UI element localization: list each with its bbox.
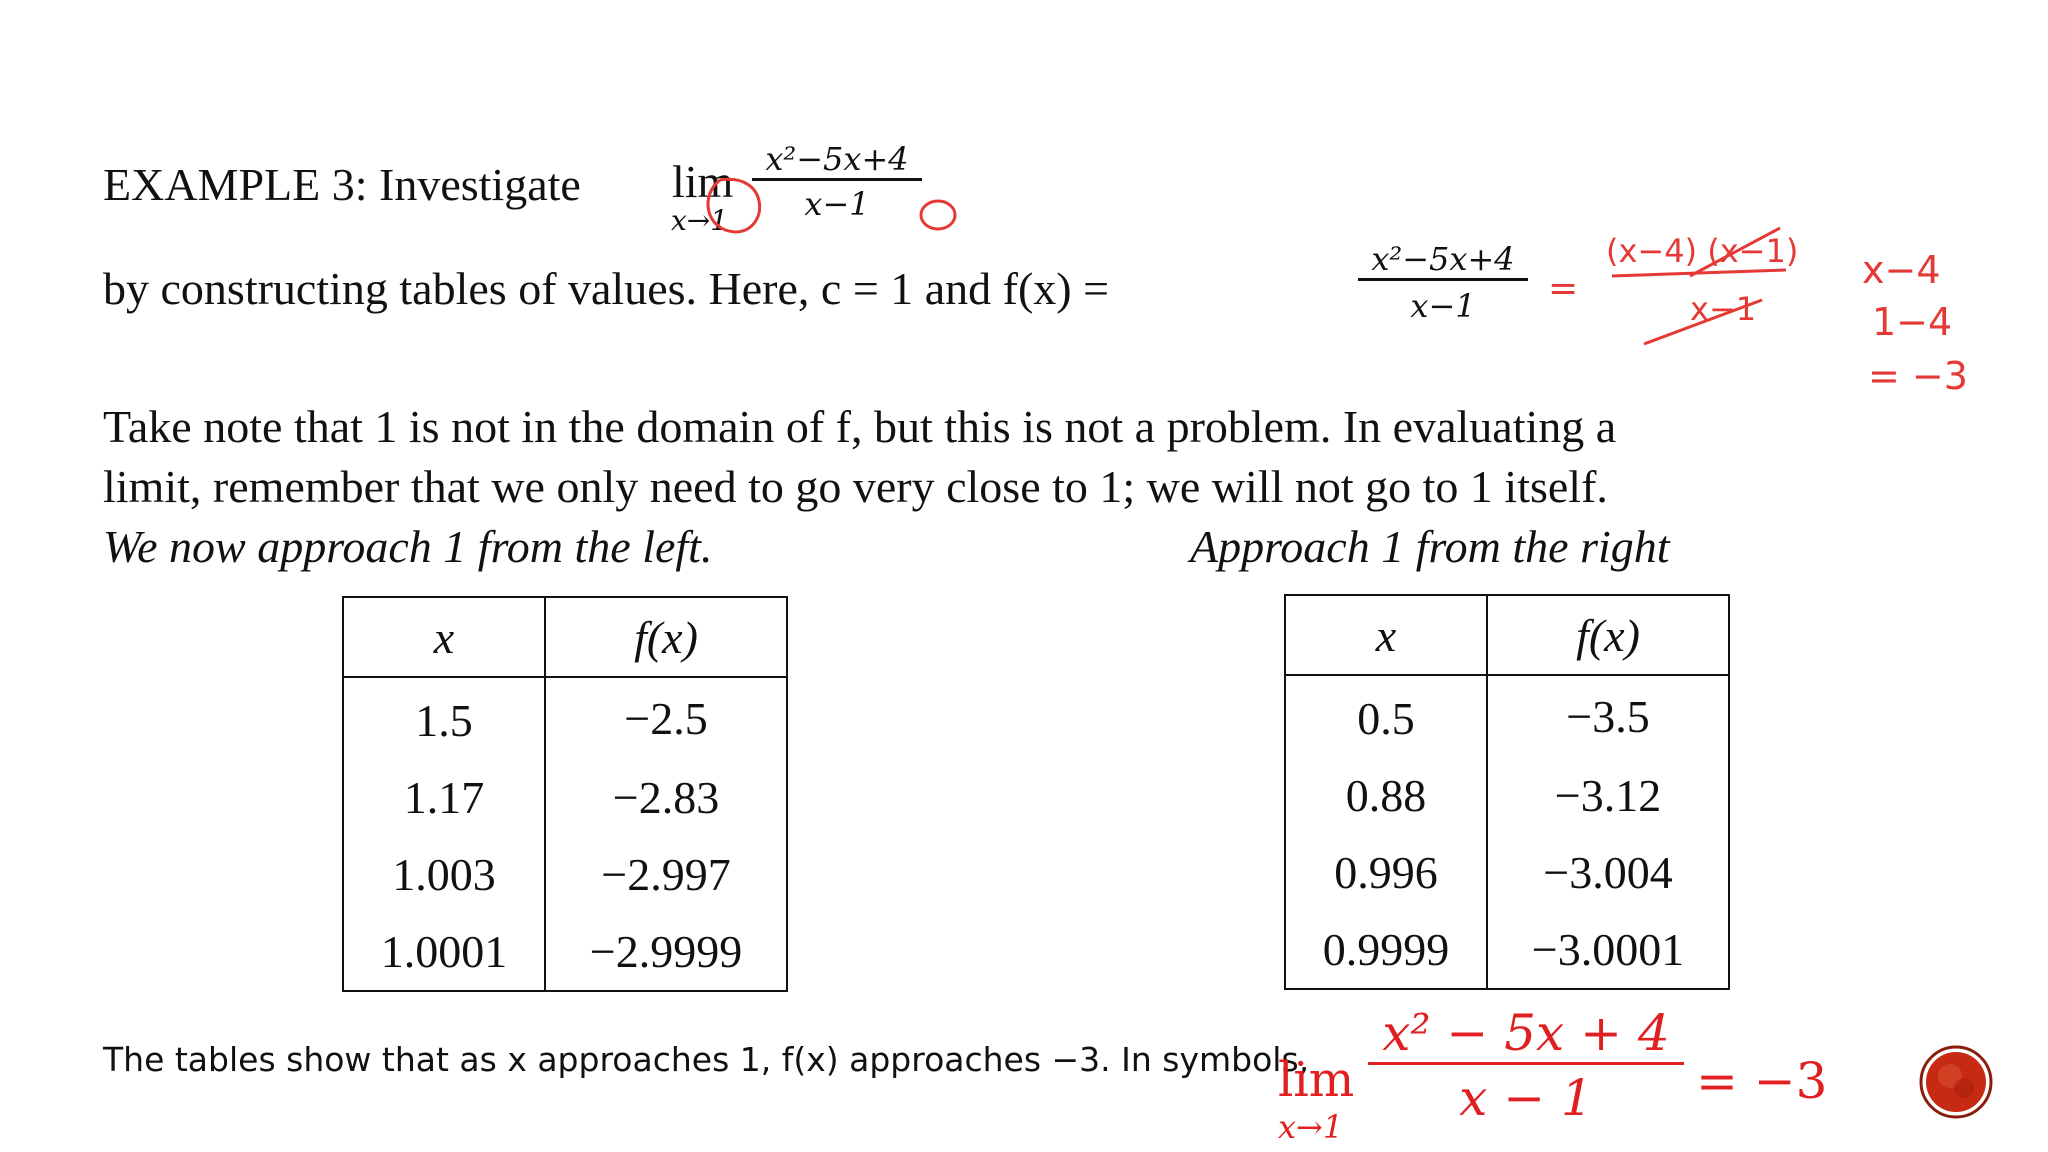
table-header-fx: f(x) [545,597,787,677]
conclusion-text: The tables show that as x approaches 1, f(x) approaches −3. In symbols, [103,1040,1310,1079]
table-row: 0.88 −3.12 [1285,757,1729,834]
heading-lim-sub: x→1 [671,204,729,237]
table-row: 1.0001 −2.9999 [343,913,787,991]
result-fraction: x² − 5x + 4 x − 1 [1368,1004,1684,1127]
table-header-x: x [1285,595,1487,675]
table-row: 1.17 −2.83 [343,759,787,836]
hand-step-1: x−4 [1862,248,1941,292]
hand-small-circle [921,201,955,229]
paragraph-line-2: limit, remember that we only need to go very close to 1; we will not go to 1 itself. [103,461,1608,512]
heading-fraction: x²−5x+4 x−1 [752,140,922,223]
table-header-x: x [343,597,545,677]
hand-circle-sub [708,179,760,232]
next-slide-button-icon [1918,1044,1994,1120]
heading-lim: lim [672,156,734,207]
paragraph-line-1: Take note that 1 is not in the domain of f, but this is not a problem. In evaluating a [103,401,1617,452]
definition-fraction: x²−5x+4 x−1 [1358,240,1528,325]
table-row: 1.5 −2.5 [343,677,787,759]
table-row: 0.9999 −3.0001 [1285,911,1729,989]
heading-prefix: EXAMPLE 3: Investigate [103,159,581,210]
left-caption: We now approach 1 from the left. [103,521,713,572]
next-slide-button[interactable] [1918,1044,1994,1120]
table-row: 0.996 −3.004 [1285,834,1729,911]
result-lim: lim [1278,1052,1355,1108]
hand-factored-num: (x−4) (x−1) [1606,232,1799,270]
hand-equals: = [1548,268,1579,309]
right-caption: Approach 1 from the right [1190,521,1670,572]
result-lim-sub: x→1 [1278,1108,1344,1146]
hand-step-3: = −3 [1868,354,1968,398]
table-row: 1.003 −2.997 [343,836,787,913]
definition-line: by constructing tables of values. Here, c = 1 and f(x) = [103,263,1110,314]
hand-factored-den: x−1 [1690,290,1757,328]
result-equals: = −3 [1696,1052,1828,1110]
hand-step-2: 1−4 [1872,300,1953,344]
table-header-fx: f(x) [1487,595,1729,675]
table-row: 0.5 −3.5 [1285,675,1729,757]
